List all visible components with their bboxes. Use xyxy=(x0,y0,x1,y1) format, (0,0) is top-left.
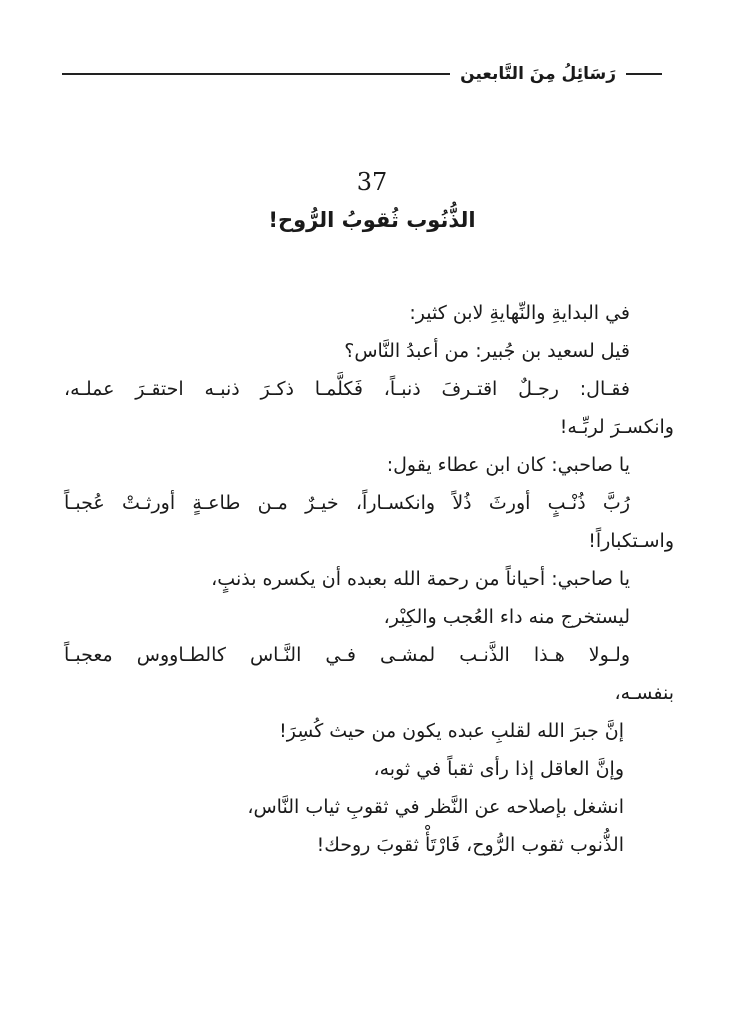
header-rule-right xyxy=(626,73,662,75)
text-line: بنفسـه، xyxy=(614,682,674,704)
text-line: قيل لسعيد بن جُبير: من أعبدُ النَّاس؟ xyxy=(344,340,630,362)
text-line: وانكسـرَ لربِّـه! xyxy=(559,416,674,438)
body-text xyxy=(64,294,674,864)
header-rule-left xyxy=(62,73,450,75)
chapter-number: 37 xyxy=(356,168,388,196)
text-line: ليستخرج منه داء العُجب والكِبْر، xyxy=(383,606,630,628)
text-line: فقـال: رجـلٌ اقتـرفَ ذنبـاً، فَكلَّمـا ذكـرَ ذنبـه احتقـرَ عملـه، xyxy=(64,378,630,400)
text-line: إنَّ جبرَ الله لقلبِ عبده يكون من حيث كُسِرَ! xyxy=(279,720,624,742)
running-title: رَسَائِلُ مِنَ التَّابعين xyxy=(460,64,616,84)
text-line: انشغل بإصلاحه عن النَّظر في ثقوبِ ثياب النَّاس، xyxy=(247,796,624,818)
chapter-title: الذُّنُوب ثُقوبُ الرُّوح! xyxy=(268,208,476,232)
running-header xyxy=(62,56,662,92)
text-line: يا صاحبي: أحياناً من رحمة الله بعبده أن يكسره بذنبٍ، xyxy=(211,568,630,590)
text-line: الذُّنوب ثقوب الرُّوح، فَارْتَأْ ثقوبَ روحك! xyxy=(316,834,624,856)
text-line: واسـتكباراً! xyxy=(588,530,674,552)
text-line: يا صاحبي: كان ابن عطاء يقول: xyxy=(386,454,630,476)
text-line: وإنَّ العاقل إذا رأى ثقباً في ثوبه، xyxy=(373,758,624,780)
text-line: رُبَّ ذُنْـبٍ أورثَ ذُلاً وانكسـاراً، خيـرٌ مـن طاعـةٍ أورثـتْ عُجبـاً xyxy=(64,492,630,514)
text-line: في البدايةِ والنِّهايةِ لابن كثير: xyxy=(409,302,630,324)
text-line: ولـولا هـذا الذَّنـب لمشـى فـي النَّـاس كالطـاووس معجبـاً xyxy=(64,644,630,666)
